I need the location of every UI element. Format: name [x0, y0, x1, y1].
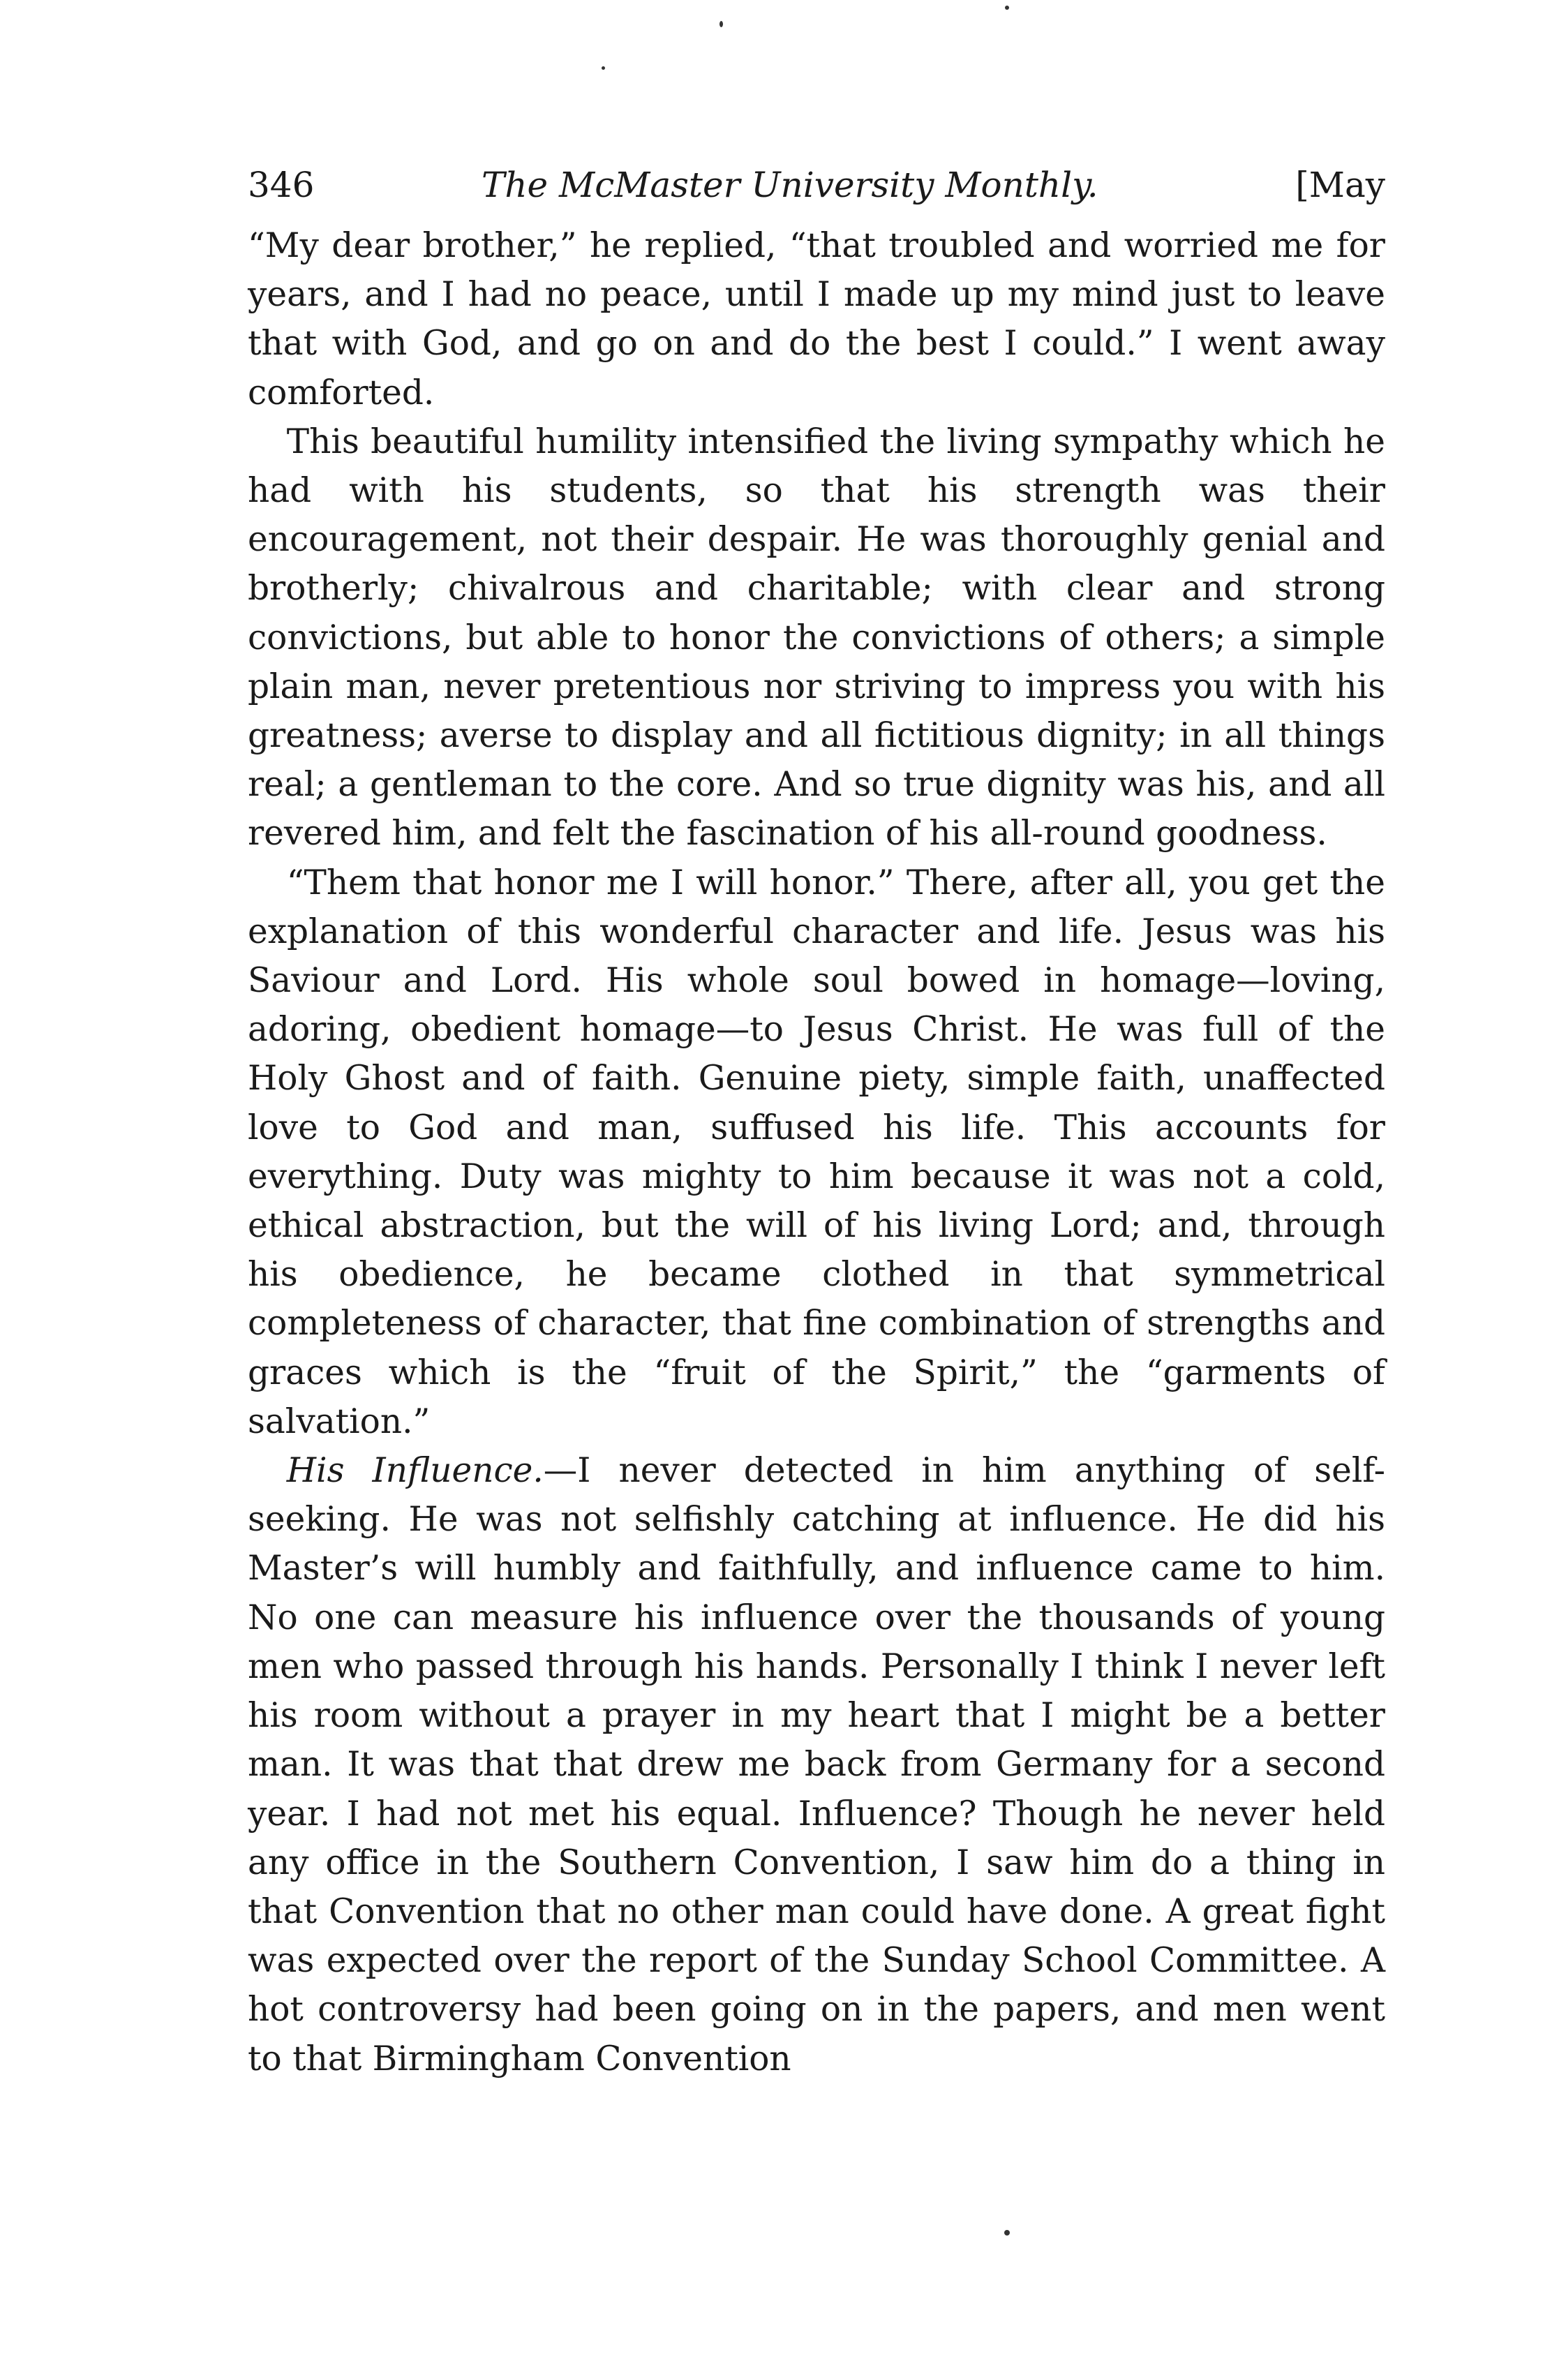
- paragraph: [248, 1446, 1385, 2083]
- paragraph: [248, 221, 1385, 417]
- paragraph: [248, 858, 1385, 1446]
- issue-month: [May: [1295, 165, 1385, 205]
- paragraph-text: This beautiful humility intensified the living sympathy which he had with his students, so that his strength was their encouragement, not their despair. He was thoroughly genial and brotherly; chivalrous and charitable; with clear and strong convictions, but able to honor the convictions of others; a simple plain man, never pretentious nor striving to impress you with his greatness; averse to display and all fictitious dignity; in all things real; a gentleman to the core. And so true dignity was his, and all revered him, and felt the fascination of his all-round goodness.: [248, 422, 1385, 854]
- paragraph: [248, 417, 1385, 858]
- paragraph-text: “Them that honor me I will honor.” There, after all, you get the explanation of this wonderful character and life. Jesus was his Saviour and Lord. His whole soul bowed in homage—loving, adoring, obedient homage—to Jesus Christ. He was full of the Holy Ghost and of faith. Genuine piety, simple faith, unaffected love to God and man, suffused his life. This accounts for everything. Duty was mighty to him because it was not a cold, ethical abstraction, but the will of his living Lord; and, through his obedience, he became clothed in that symmetrical completeness of character, that fine combination of strengths and graces which is the “fruit of the Spirit,” the “garments of salvation.”: [248, 863, 1385, 1441]
- journal-title: The McMaster University Monthly.: [482, 165, 1098, 205]
- section-lead: His Influence.: [286, 1451, 544, 1491]
- document-page: [248, 157, 1385, 2083]
- body-text: [248, 221, 1385, 2083]
- paragraph-text: —I never detected in him anything of self-seeking. He was not selfishly catching at influence. He did his Master’s will humbly and faithfully, and influence came to him. No one can measure his influence over the thousands of young men who passed through his hands. Personally I think I never left his room without a prayer in my heart that I might be a better man. It was that that drew me back from Germany for a second year. I had not met his equal. Influence? Though he never held any office in the Southern Convention, I saw him do a thing in that Convention that no other man could have done. A great fight was expected over the report of the Sunday School Committee. A hot controversy had been going on in the papers, and men went to that Birmingham Convention: [248, 1451, 1385, 2078]
- page-number: 346: [248, 165, 315, 205]
- paragraph-text: “My dear brother,” he replied, “that troubled and worried me for years, and I had no peace, until I made up my mind just to leave that with God, and go on and do the best I could.” I went away comforted.: [248, 226, 1385, 412]
- running-head: [248, 157, 1385, 213]
